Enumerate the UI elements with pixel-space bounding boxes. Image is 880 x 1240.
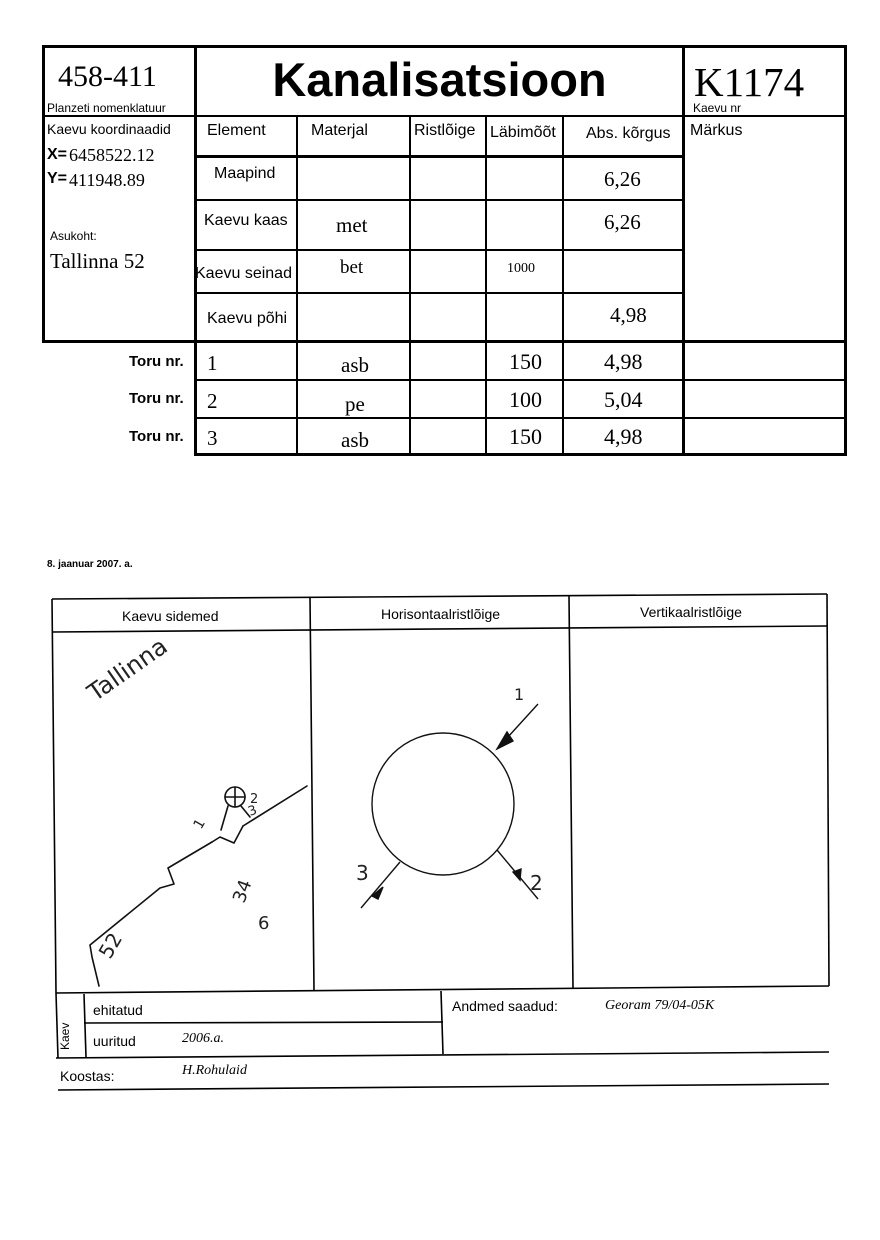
pipe-height-2: 5,04 [604,387,643,412]
built-label: ehitatud [93,1002,143,1018]
row-material-walls: bet [340,257,364,278]
pipe-diameter-2: 100 [509,387,542,412]
compiled-label: Koostas: [60,1068,115,1084]
col-header-connections: Kaevu sidemed [122,608,219,624]
pipe-height-3: 4,98 [604,424,643,449]
row-diameter-walls: 1000 [507,261,535,276]
y-value: 411948.89 [69,170,145,190]
col-header-cross-section: Ristlõige [414,122,476,139]
pipe-number-2: 2 [207,389,218,413]
col-header-diameter: Läbimõõt [490,124,556,141]
hand-section-pipe-2: 2 [530,871,543,895]
footer-kaev-label: Kaev [58,1022,72,1050]
document-date: 8. jaanuar 2007. a. [47,559,133,570]
row-height-cover: 6,26 [604,210,641,234]
hand-house-6: 6 [258,913,270,934]
row-element-ground: Maapind [214,165,276,182]
coordinates-label: Kaevu koordinaadid [47,121,171,137]
col-header-abs-height: Abs. kõrgus [586,125,671,142]
well-number-value: K1174 [694,59,805,105]
well-number-label: Kaevu nr [693,101,742,115]
row-material-cover: met [336,213,368,237]
surveyed-label: uuritud [93,1033,136,1049]
pipe-material-1: asb [341,353,369,377]
pipe-number-3: 3 [207,426,218,450]
pipe-diameter-3: 150 [509,424,542,449]
pipe-label-3: Toru nr. [129,428,184,445]
hand-house-34: 34 [228,877,257,906]
pipe-height-1: 4,98 [604,349,643,374]
nomenclature-label: Planzeti nomenklatuur [47,101,166,115]
source-label: Andmed saadud: [452,998,558,1014]
pipe-material-2: pe [345,392,365,416]
y-label: Y= [47,170,68,187]
pipe-label-2: Toru nr. [129,390,184,407]
surveyed-value: 2006.a. [182,1031,224,1046]
col-header-horizontal-section: Horisontaalristlõige [381,606,501,622]
pipe-number-1: 1 [207,351,218,375]
col-header-material: Materjal [311,122,368,139]
x-label: X= [47,146,68,163]
page-title: Kanalisatsioon [272,53,607,106]
x-value: 6458522.12 [69,145,155,165]
location-label: Asukoht: [50,229,97,243]
hand-pipe-label-1: 1 [190,816,209,832]
hand-pipe-label-2: 2 [250,792,259,807]
connections-sketch [90,786,307,986]
row-height-bottom: 4,98 [610,303,647,327]
row-height-ground: 6,26 [604,167,641,191]
pipe-label-1: Toru nr. [129,353,184,370]
col-header-element: Element [207,122,266,139]
compiled-value: H.Rohulaid [182,1063,247,1078]
hand-house-52: 52 [93,928,128,963]
row-element-walls: Kaevu seinad [195,265,292,282]
location-value: Tallinna 52 [50,249,145,273]
nomenclature-value: 458-411 [58,60,157,93]
hand-section-pipe-1: 1 [514,685,525,704]
col-header-remarks: Märkus [690,122,743,139]
row-element-cover: Kaevu kaas [204,212,288,229]
pipe-diameter-1: 150 [509,349,542,374]
col-header-vertical-section: Vertikaalristlõige [640,604,742,620]
hand-section-pipe-3: 3 [356,861,369,885]
source-value: Georam 79/04-05K [605,998,715,1013]
hand-street-name: Tallinna [82,632,173,707]
hand-pipe-label-3: 3 [246,802,260,820]
horizontal-section-sketch [361,704,538,908]
row-element-bottom: Kaevu põhi [207,310,288,327]
pipe-material-3: asb [341,428,369,452]
